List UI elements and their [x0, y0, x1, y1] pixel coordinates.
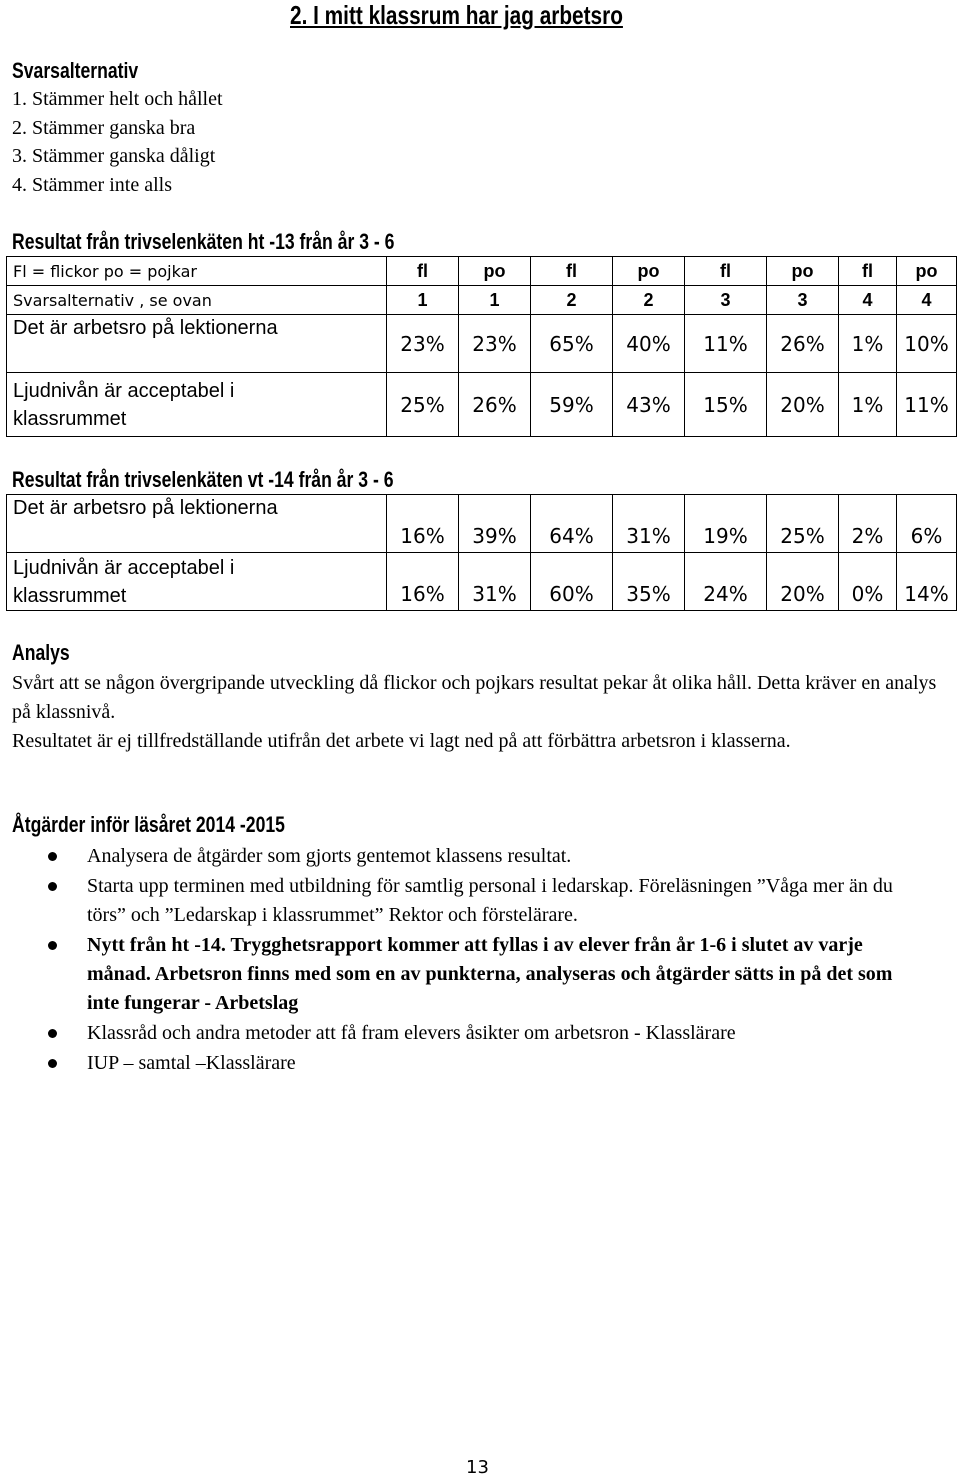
- percent-cell: 14%: [897, 553, 957, 611]
- percent-cell: 16%: [387, 553, 459, 611]
- percent-cell: 20%: [767, 553, 839, 611]
- actions-list: [30, 842, 910, 1079]
- gender-header: po: [767, 257, 839, 286]
- percent-cell: 15%: [685, 373, 767, 437]
- page-heading: 2. I mitt klassrum har jag arbetsro: [290, 0, 623, 30]
- percent-cell: 11%: [685, 315, 767, 373]
- survey-vt14-title: Resultat från trivselenkäten vt -14 från år 3 - 6: [12, 467, 394, 492]
- answer-number: 2: [531, 286, 613, 315]
- percent-cell: 40%: [613, 315, 685, 373]
- row-label: Det är arbetsro på lektionerna: [7, 495, 387, 553]
- bullet-icon: [48, 882, 57, 891]
- row-label: Det är arbetsro på lektionerna: [7, 315, 387, 373]
- percent-cell: 6%: [897, 495, 957, 553]
- percent-cell: 23%: [387, 315, 459, 373]
- list-item: [30, 1019, 910, 1048]
- answer-number: 1: [459, 286, 531, 315]
- bullet-icon: [48, 1059, 57, 1068]
- legend-label: Fl = flickor po = pojkar: [7, 257, 387, 286]
- percent-cell: 10%: [897, 315, 957, 373]
- gender-header: po: [897, 257, 957, 286]
- percent-cell: 2%: [839, 495, 897, 553]
- gender-header: fl: [839, 257, 897, 286]
- answer-number: 4: [897, 286, 957, 315]
- answer-number: 4: [839, 286, 897, 315]
- bullet-icon: [48, 852, 57, 861]
- percent-cell: 19%: [685, 495, 767, 553]
- analysis-paragraph: Svårt att se någon övergripande utveckling då flickor och pojkars resultat pekar åt olika håll. Detta kräver en analys på klassnivå.: [12, 672, 937, 723]
- actions-title: Åtgärder inför läsåret 2014 -2015: [12, 812, 285, 837]
- option-item: 1. Stämmer helt och hållet: [12, 88, 223, 110]
- percent-cell: 59%: [531, 373, 613, 437]
- percent-cell: 26%: [459, 373, 531, 437]
- option-item: 2. Stämmer ganska bra: [12, 117, 196, 139]
- percent-cell: 31%: [613, 495, 685, 553]
- gender-header: fl: [531, 257, 613, 286]
- list-item-text: Nytt från ht -14. Trygghetsrapport kommer att fyllas i av elever från år 1-6 i slutet av varje månad. Arbetsron finns med som en av punkterna, analyseras och åtgärder sätts in på det som inte fungerar - Arbetslag: [87, 934, 893, 1014]
- percent-cell: 31%: [459, 553, 531, 611]
- answer-number: 3: [685, 286, 767, 315]
- table-row: [7, 373, 957, 437]
- answer-number: 1: [387, 286, 459, 315]
- list-item-text: IUP – samtal –Klasslärare: [87, 1052, 296, 1074]
- table-row: [7, 257, 957, 286]
- percent-cell: 1%: [839, 315, 897, 373]
- row-label-line: klassrummet: [13, 584, 127, 607]
- percent-cell: 1%: [839, 373, 897, 437]
- table-row: [7, 286, 957, 315]
- percent-cell: 25%: [387, 373, 459, 437]
- percent-cell: 43%: [613, 373, 685, 437]
- list-item: [30, 931, 910, 1018]
- analysis-paragraph: Resultatet är ej tillfredställande utifrån det arbete vi lagt ned på att förbättra arbetsron i klasserna.: [12, 730, 791, 752]
- row-label: [7, 373, 387, 437]
- percent-cell: 0%: [839, 553, 897, 611]
- option-item: 3. Stämmer ganska dåligt: [12, 145, 216, 167]
- row-label-line: klassrummet: [13, 407, 127, 430]
- list-item-text: Klassråd och andra metoder att få fram elevers åsikter om arbetsron - Klasslärare: [87, 1022, 736, 1044]
- list-item: [30, 842, 910, 871]
- page-number: 13: [466, 1457, 489, 1478]
- options-title: Svarsalternativ: [12, 58, 139, 83]
- percent-cell: 64%: [531, 495, 613, 553]
- percent-cell: 24%: [685, 553, 767, 611]
- percent-cell: 20%: [767, 373, 839, 437]
- percent-cell: 60%: [531, 553, 613, 611]
- list-item-text: Analysera de åtgärder som gjorts gentemot klassens resultat.: [87, 845, 572, 867]
- list-item: [30, 872, 910, 930]
- percent-cell: 25%: [767, 495, 839, 553]
- percent-cell: 35%: [613, 553, 685, 611]
- survey-ht13-title: Resultat från trivselenkäten ht -13 från år 3 - 6: [12, 229, 395, 254]
- bullet-icon: [48, 1029, 57, 1038]
- answer-number: 3: [767, 286, 839, 315]
- gender-header: fl: [387, 257, 459, 286]
- percent-cell: 11%: [897, 373, 957, 437]
- analysis-title: Analys: [12, 640, 70, 665]
- table-row: [7, 553, 957, 611]
- percent-cell: 26%: [767, 315, 839, 373]
- answer-number: 2: [613, 286, 685, 315]
- list-item-text: Starta upp terminen med utbildning för samtlig personal i ledarskap. Föreläsningen ”Våga mer än du törs” och ”Ledarskap i klassrummet” Rektor och förstelärare.: [87, 875, 893, 926]
- percent-cell: 23%: [459, 315, 531, 373]
- percent-cell: 65%: [531, 315, 613, 373]
- percent-cell: 39%: [459, 495, 531, 553]
- bullet-icon: [48, 941, 57, 950]
- answer-label: Svarsalternativ , se ovan: [7, 286, 387, 315]
- table-row: [7, 495, 957, 553]
- row-label: [7, 553, 387, 611]
- survey-vt14-table: [6, 494, 957, 611]
- gender-header: po: [459, 257, 531, 286]
- row-label-line: Ljudnivån är acceptabel i: [13, 379, 235, 402]
- table-row: [7, 315, 957, 373]
- row-label-line: Ljudnivån är acceptabel i: [13, 556, 235, 579]
- option-item: 4. Stämmer inte alls: [12, 174, 172, 196]
- gender-header: fl: [685, 257, 767, 286]
- percent-cell: 16%: [387, 495, 459, 553]
- list-item: [30, 1049, 910, 1078]
- gender-header: po: [613, 257, 685, 286]
- survey-ht13-table: [6, 256, 957, 437]
